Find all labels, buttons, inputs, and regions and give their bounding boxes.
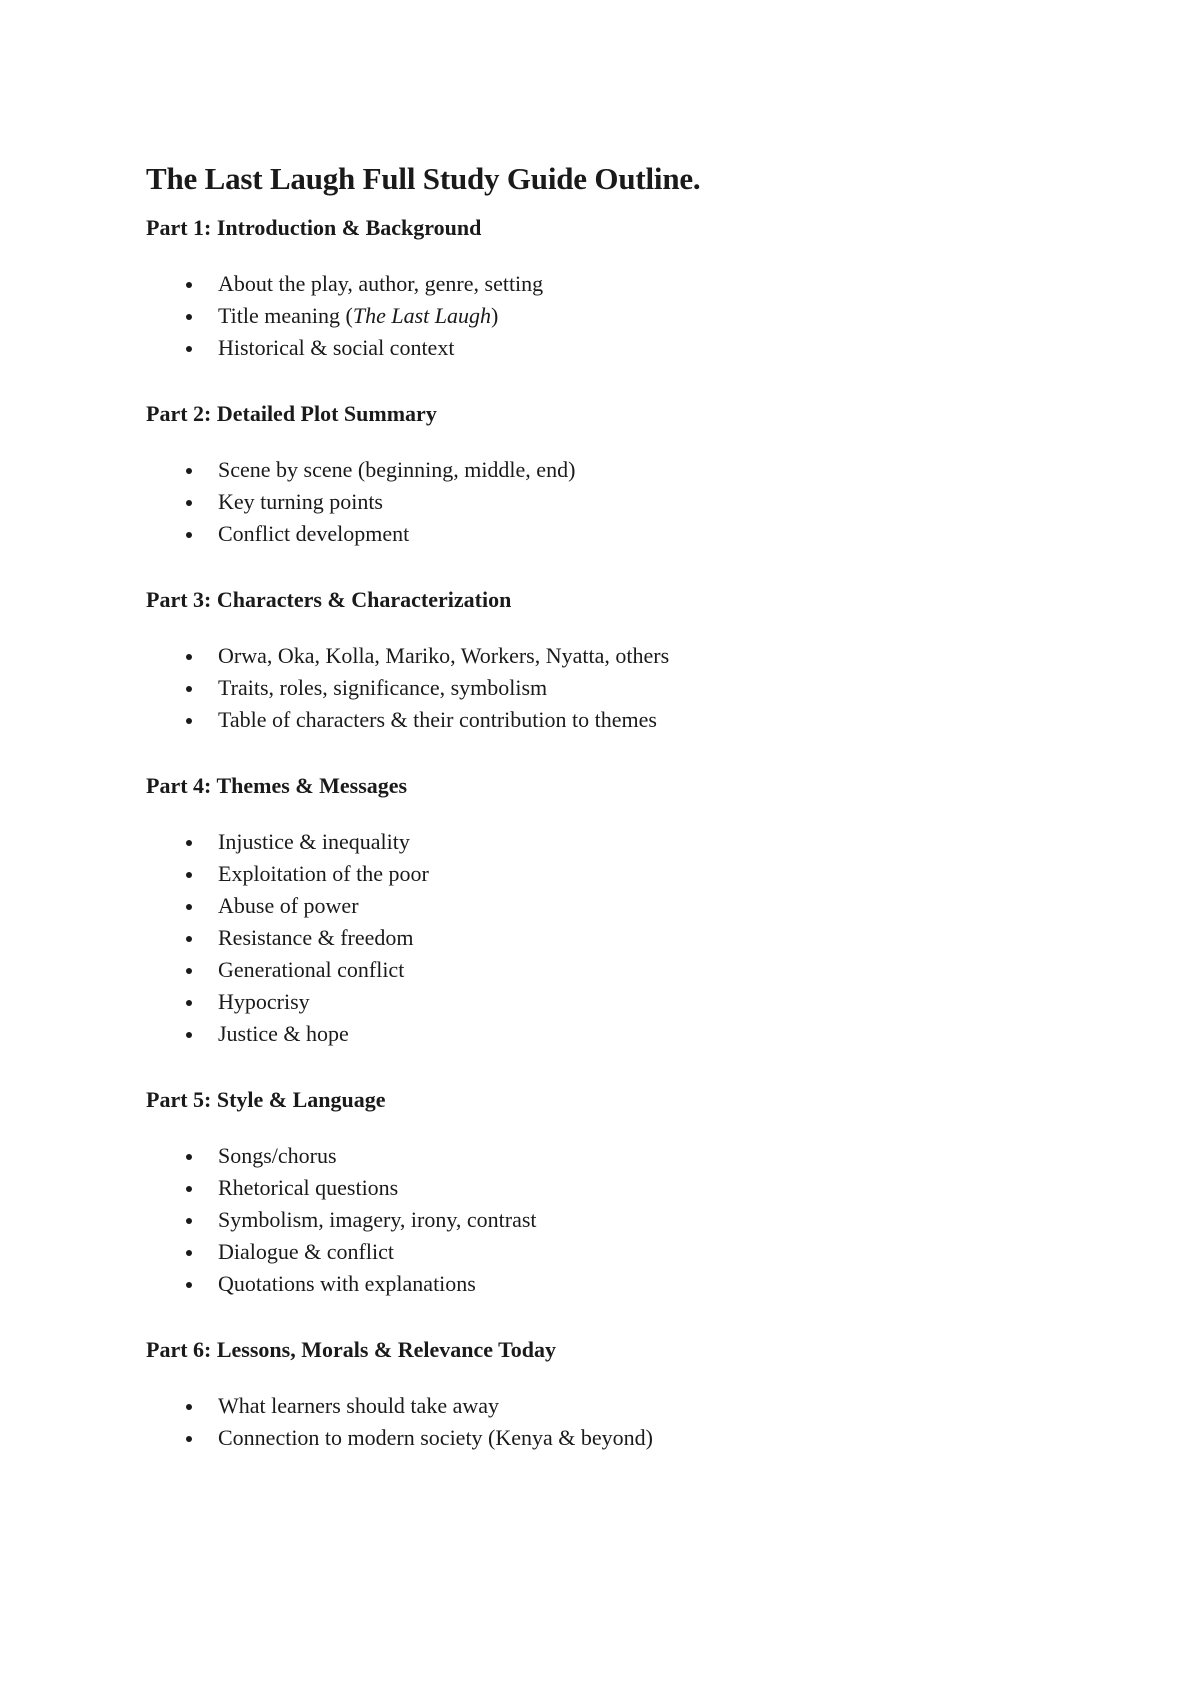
section-part-6 <box>146 1336 1106 1454</box>
bullet-icon <box>186 500 192 506</box>
bullet-icon <box>186 1186 192 1192</box>
list-item-text-italic: The Last Laugh <box>352 303 492 328</box>
list-item <box>146 1204 1106 1236</box>
bullet-icon <box>186 968 192 974</box>
list-item-text: Symbolism, imagery, irony, contrast <box>218 1207 537 1232</box>
bullet-icon <box>186 1436 192 1442</box>
list-item-text-suffix: ) <box>491 303 499 328</box>
section-heading: Part 2: Detailed Plot Summary <box>146 401 437 426</box>
bullet-list <box>146 826 1106 1050</box>
section-heading: Part 3: Characters & Characterization <box>146 587 512 612</box>
bullet-icon <box>186 1154 192 1160</box>
section-part-2 <box>146 400 1106 550</box>
list-item-text: Conflict development <box>218 521 410 546</box>
list-item-text: Scene by scene (beginning, middle, end) <box>218 457 576 482</box>
bullet-icon <box>186 1032 192 1038</box>
bullet-icon <box>186 1404 192 1410</box>
list-item-text: What learners should take away <box>218 1393 499 1418</box>
bullet-icon <box>186 1282 192 1288</box>
bullet-icon <box>186 654 192 660</box>
list-item <box>146 332 1106 364</box>
bullet-list <box>146 268 1106 364</box>
bullet-icon <box>186 282 192 288</box>
list-item-text: Exploitation of the poor <box>218 861 429 886</box>
bullet-icon <box>186 346 192 352</box>
list-item <box>146 1172 1106 1204</box>
list-item <box>146 518 1106 550</box>
section-heading: Part 1: Introduction & Background <box>146 215 482 240</box>
bullet-icon <box>186 686 192 692</box>
list-item-text: Traits, roles, significance, symbolism <box>218 675 548 700</box>
bullet-icon <box>186 1218 192 1224</box>
document-title: The Last Laugh Full Study Guide Outline. <box>146 161 701 196</box>
list-item-text: Key turning points <box>218 489 383 514</box>
list-item <box>146 1018 1106 1050</box>
section-heading: Part 6: Lessons, Morals & Relevance Today <box>146 1337 557 1362</box>
bullet-icon <box>186 840 192 846</box>
bullet-list <box>146 454 1106 550</box>
section-heading: Part 5: Style & Language <box>146 1087 386 1112</box>
list-item-text: Rhetorical questions <box>218 1175 399 1200</box>
list-item <box>146 672 1106 704</box>
list-item <box>146 858 1106 890</box>
list-item <box>146 1422 1106 1454</box>
list-item-text: Quotations with explanations <box>218 1271 476 1296</box>
list-item-text: Orwa, Oka, Kolla, Mariko, Workers, Nyatta, others <box>218 643 670 668</box>
list-item-text: Dialogue & conflict <box>218 1239 394 1264</box>
list-item <box>146 486 1106 518</box>
bullet-icon <box>186 532 192 538</box>
list-item-text: Songs/chorus <box>218 1143 337 1168</box>
list-item-text: Justice & hope <box>218 1021 349 1046</box>
list-item-text: Connection to modern society (Kenya & beyond) <box>218 1425 654 1450</box>
section-heading: Part 4: Themes & Messages <box>146 773 408 798</box>
list-item <box>146 268 1106 300</box>
bullet-icon <box>186 1000 192 1006</box>
list-item-text: Table of characters & their contribution to themes <box>218 707 657 732</box>
list-item <box>146 1236 1106 1268</box>
list-item-text: Hypocrisy <box>218 989 310 1014</box>
list-item <box>146 1140 1106 1172</box>
list-item <box>146 826 1106 858</box>
bullet-icon <box>186 468 192 474</box>
bullet-icon <box>186 936 192 942</box>
section-part-4 <box>146 772 1106 1050</box>
list-item <box>146 704 1106 736</box>
list-item-text: Abuse of power <box>218 893 359 918</box>
list-item <box>146 1390 1106 1422</box>
bullet-icon <box>186 872 192 878</box>
list-item-text: Resistance & freedom <box>218 925 414 950</box>
list-item-text: Generational conflict <box>218 957 405 982</box>
list-item <box>146 922 1106 954</box>
list-item <box>146 890 1106 922</box>
bullet-icon <box>186 1250 192 1256</box>
list-item <box>146 954 1106 986</box>
list-item <box>146 986 1106 1018</box>
list-item-text: Injustice & inequality <box>218 829 410 854</box>
bullet-icon <box>186 314 192 320</box>
bullet-list <box>146 640 1106 736</box>
list-item <box>146 1268 1106 1300</box>
list-item <box>146 454 1106 486</box>
list-item-text: About the play, author, genre, setting <box>218 271 544 296</box>
section-part-5 <box>146 1086 1106 1300</box>
document-page <box>146 160 1106 1490</box>
bullet-icon <box>186 904 192 910</box>
list-item <box>146 640 1106 672</box>
bullet-icon <box>186 718 192 724</box>
section-part-1 <box>146 214 1106 364</box>
list-item-text-prefix: Title meaning ( <box>218 303 353 328</box>
list-item <box>146 300 1106 332</box>
section-part-3 <box>146 586 1106 736</box>
bullet-list <box>146 1390 1106 1454</box>
bullet-list <box>146 1140 1106 1300</box>
list-item-text: Historical & social context <box>218 335 455 360</box>
